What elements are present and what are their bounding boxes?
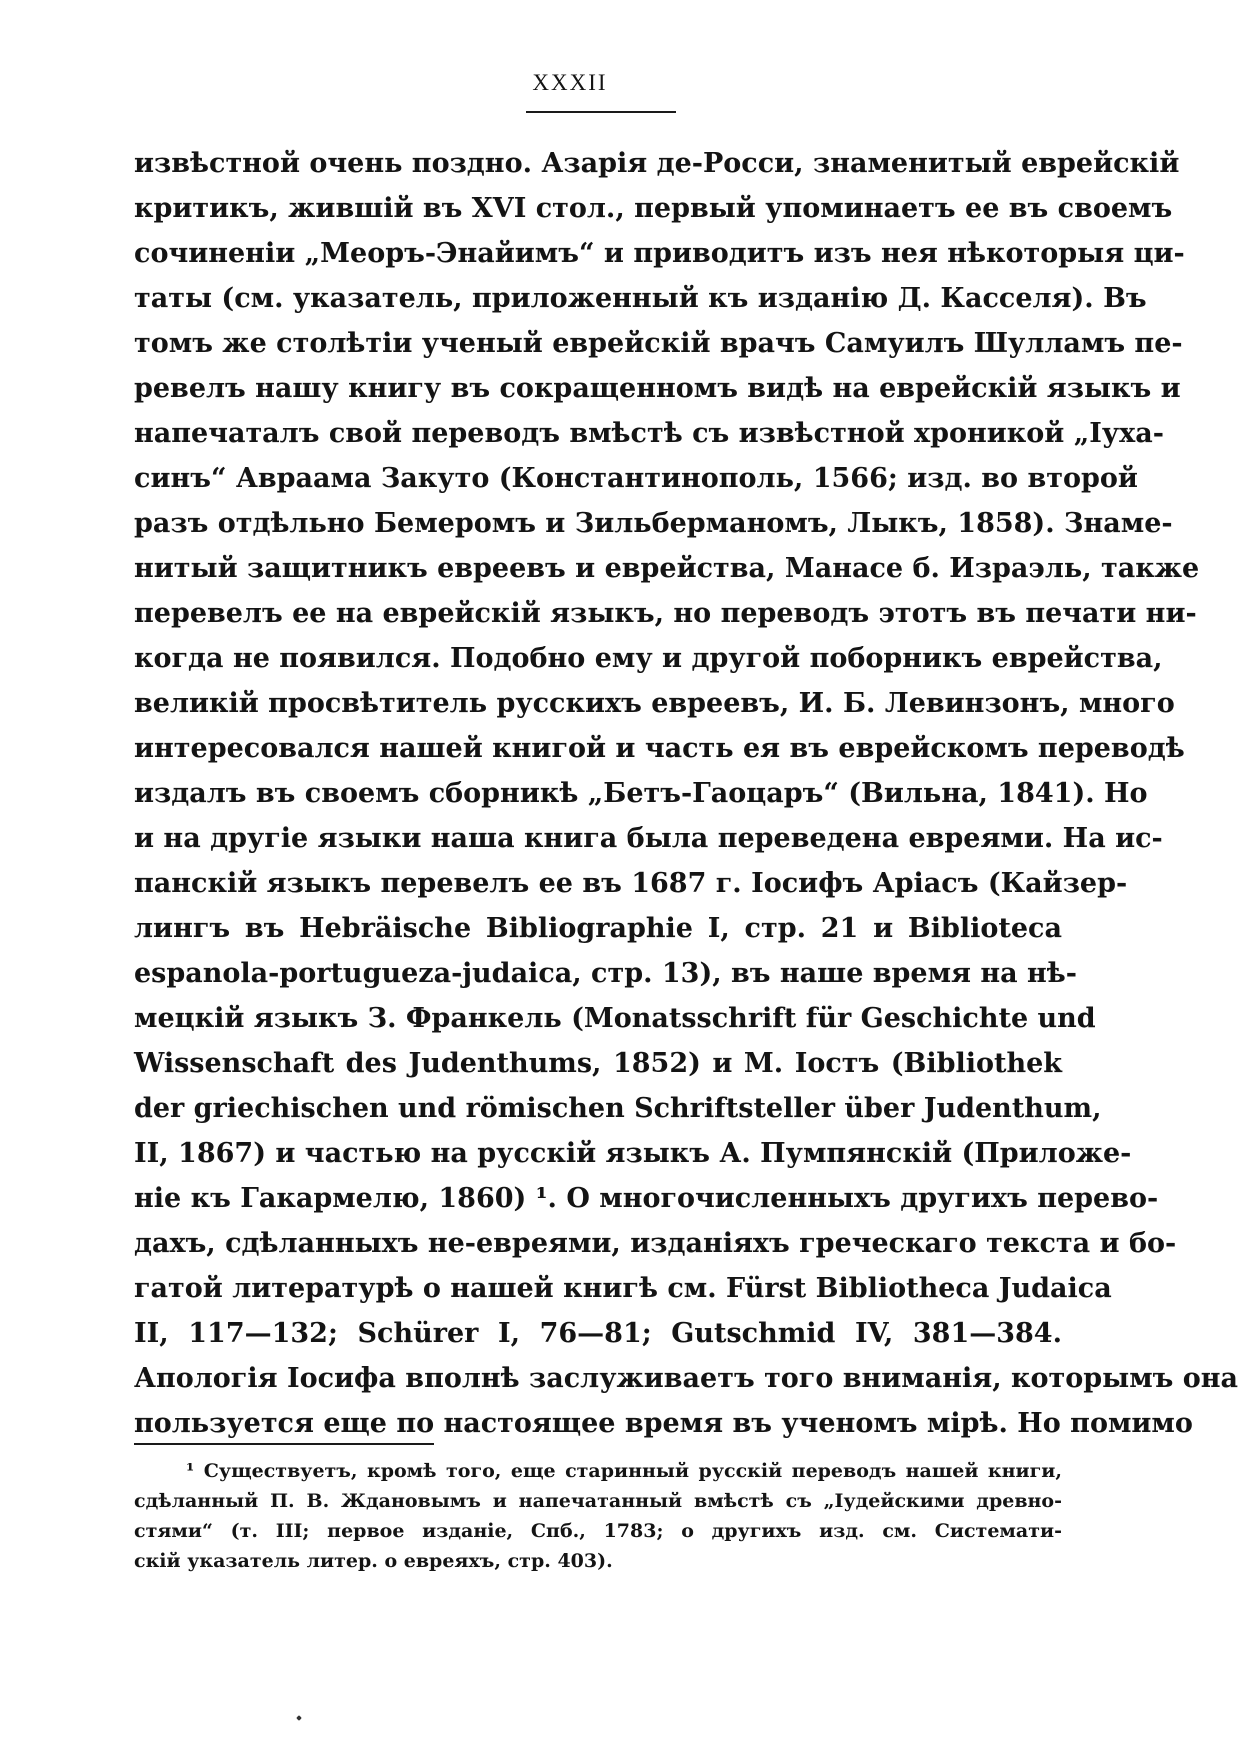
text-line: гатой литературѣ о нашей книгѣ см. Fürst Bibliotheca Judaica (134, 1273, 1112, 1304)
footnote (134, 1456, 1062, 1576)
text-line: напечаталъ свой переводъ вмѣстѣ съ извѣстной хроникой „Іуха- (134, 418, 1164, 449)
text-line: пользуется еще по настоящее время въ ученомъ мірѣ. Но помимо (134, 1408, 1193, 1439)
text-line: томъ же столѣтіи ученый еврейскій врачъ Самуилъ Шулламъ пе- (134, 328, 1183, 359)
text-line: таты (см. указатель, приложенный къ изданію Д. Касселя). Въ (134, 283, 1147, 314)
text-line: сочиненіи „Меоръ-Энайимъ“ и приводитъ изъ нея нѣкоторыя ци- (134, 238, 1185, 269)
text-line: Апологія Іосифа вполнѣ заслуживаетъ того вниманія, которымъ она (134, 1363, 1238, 1394)
header-rule (526, 111, 676, 113)
page-number: XXXII (532, 70, 608, 95)
text-line: интересовался нашей книгой и часть ея въ еврейскомъ переводѣ (134, 733, 1185, 764)
text-line: панскій языкъ перевелъ ее въ 1687 г. Іосифъ Аріасъ (Кайзер- (134, 868, 1128, 899)
text-line: Wissenschaft des Judenthums, 1852) и М. Іостъ (Bibliothek (134, 1048, 1062, 1079)
text-line: перевелъ ее на еврейскій языкъ, но переводъ этотъ въ печати ни- (134, 598, 1197, 629)
text-line: когда не появился. Подобно ему и другой поборникъ еврейства, (134, 643, 1163, 674)
text-line: нитый защитникъ евреевъ и еврейства, Манасе б. Израэль, также (134, 553, 1200, 584)
text-line: дахъ, сдѣланныхъ не-евреями, изданіяхъ греческаго текста и бо- (134, 1228, 1177, 1259)
text-line: II, 1867) и частью на русскій языкъ А. Пумпянскій (Приложе- (134, 1138, 1132, 1169)
text-line: мецкій языкъ З. Франкель (Monatsschrift für Geschichte und (134, 1003, 1096, 1034)
footnote-line: стями“ (т. III; первое изданіе, Спб., 1783; о другихъ изд. см. Системати- (134, 1520, 1062, 1542)
text-line: и на другіе языки наша книга была переведена евреями. На ис- (134, 823, 1163, 854)
footnote-line: скій указатель литер. о евреяхъ, стр. 403). (134, 1550, 613, 1572)
text-line: лингъ въ Hebräische Bibliographie I, стр. 21 и Biblioteca (134, 913, 1062, 944)
text-line: издалъ въ своемъ сборникѣ „Бетъ-Гаоцаръ“ (Вильна, 1841). Но (134, 778, 1148, 809)
text-line: извѣстной очень поздно. Азарія де-Росси, знаменитый еврейскій (134, 148, 1180, 179)
text-line: ніе къ Гакармелю, 1860) ¹. О многочисленныхъ другихъ перево- (134, 1183, 1159, 1214)
text-line: II, 117—132; Schürer I, 76—81; Gutschmid IV, 381—384. (134, 1318, 1062, 1349)
text-line: критикъ, жившій въ XVI стол., первый упоминаетъ ее въ своемъ (134, 193, 1173, 224)
footnote-line: сдѣланный П. В. Ждановымъ и напечатанный вмѣстѣ съ „Іудейскими древно- (134, 1490, 1062, 1512)
text-line: espanola-portugueza-judaica, стр. 13), въ наше время на нѣ- (134, 958, 1077, 989)
text-line: разъ отдѣльно Бемеромъ и Зильберманомъ, Лыкъ, 1858). Знаме- (134, 508, 1173, 539)
text-line: ревелъ нашу книгу въ сокращенномъ видѣ на еврейскій языкъ и (134, 373, 1181, 404)
text-line: синъ“ Авраама Закуто (Константинополь, 1566; изд. во второй (134, 463, 1138, 494)
footnote-rule (134, 1443, 434, 1445)
text-line: великій просвѣтитель русскихъ евреевъ, И. Б. Левинзонъ, много (134, 688, 1175, 719)
body-text (134, 141, 1238, 1446)
footnote-line: ¹ Существуетъ, кромѣ того, еще старинный русскій переводъ нашей книги, (186, 1460, 1062, 1482)
scan-speck (296, 1715, 302, 1721)
text-line: der griechischen und römischen Schriftsteller über Judenthum, (134, 1093, 1102, 1124)
